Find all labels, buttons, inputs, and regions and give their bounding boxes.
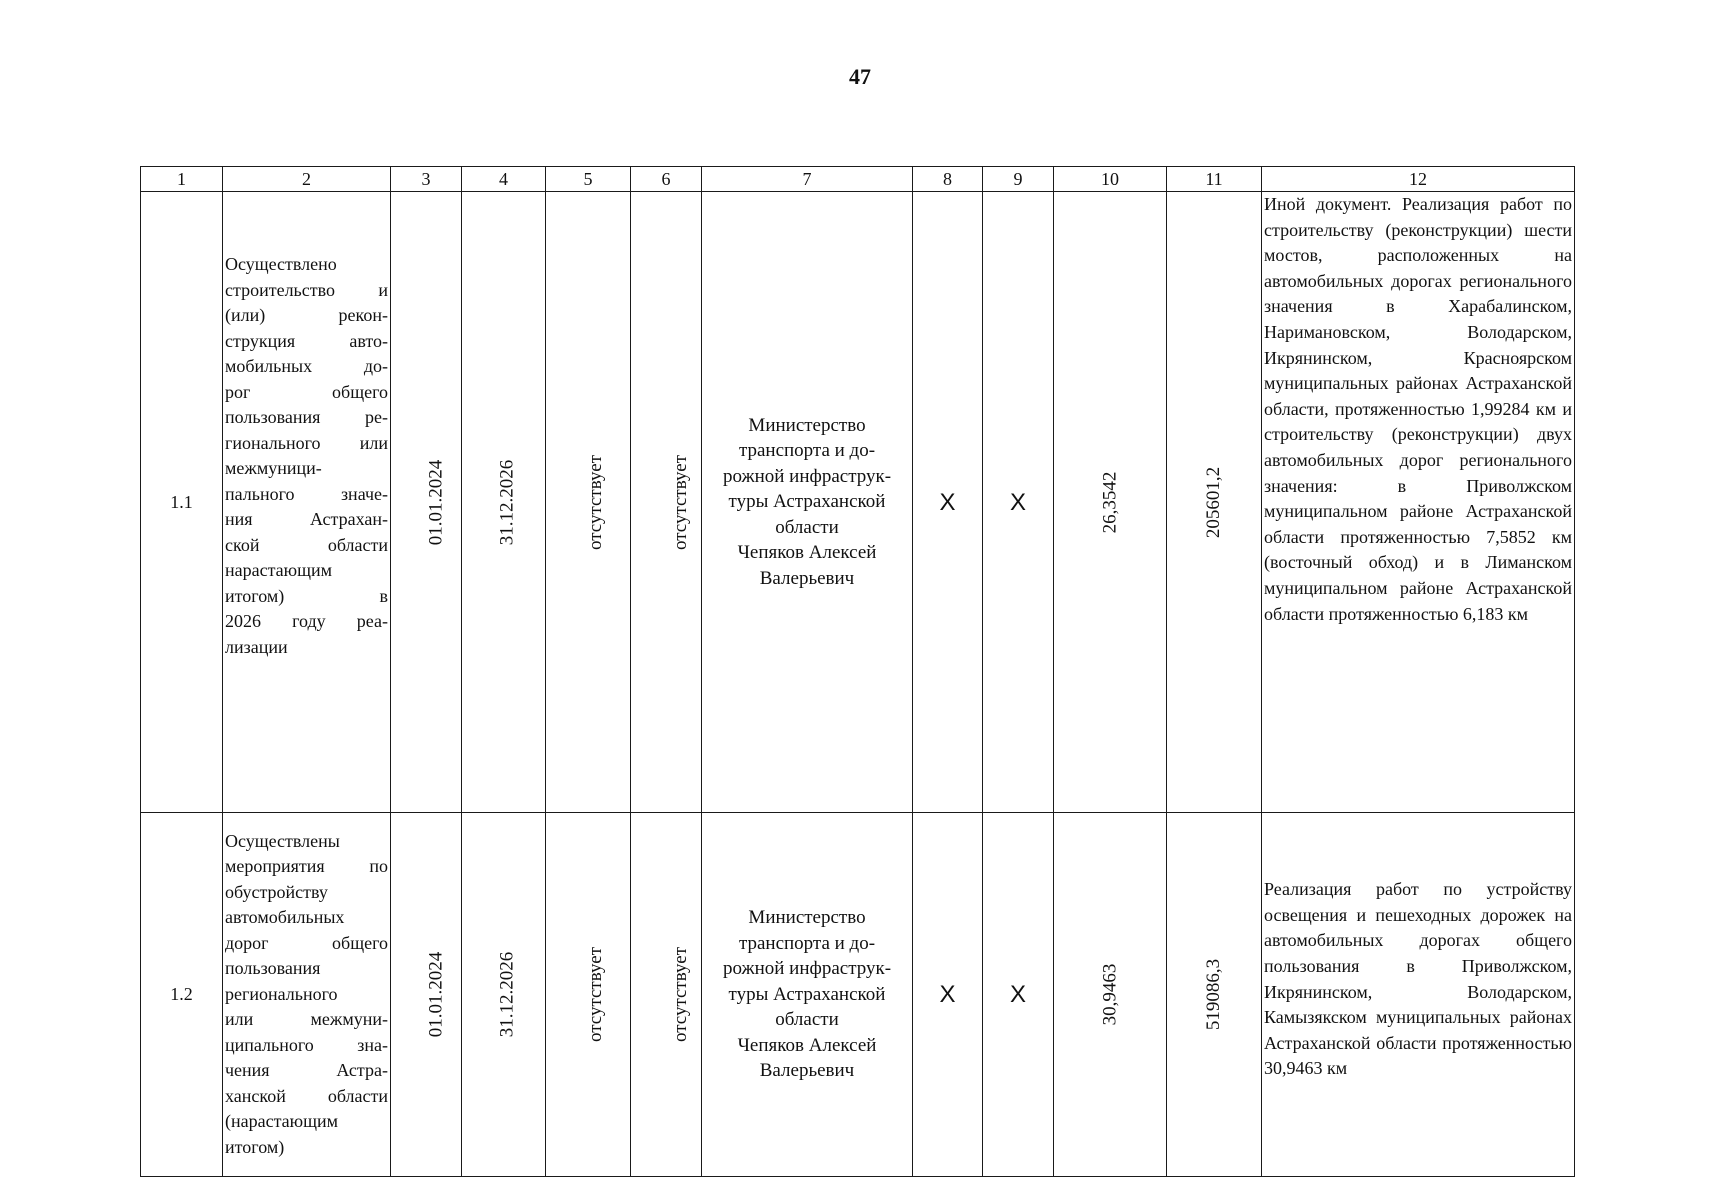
column-11-cell — [1167, 192, 1262, 813]
column-9-value: X — [983, 192, 1054, 813]
text-line: чения Астра- — [225, 1060, 388, 1081]
column-8-value: X — [913, 192, 983, 813]
text-line: Валерьевич — [759, 567, 855, 589]
column-5-value: отсутствует — [585, 454, 607, 550]
text-line: 2026 году реа- — [225, 611, 388, 631]
text-line: транспорта и до- — [738, 932, 876, 954]
column-header: 6 — [631, 167, 702, 192]
text-line: туры Астраханской — [728, 983, 886, 1005]
column-header: 3 — [391, 167, 462, 192]
column-11-cell — [1167, 813, 1262, 1177]
result-name — [223, 813, 391, 1177]
column-6-cell — [631, 192, 702, 813]
text-line: туры Астраханской — [728, 491, 886, 513]
text-line: мобильных до- — [225, 356, 388, 376]
column-header: 5 — [546, 167, 631, 192]
column-header: 10 — [1054, 167, 1167, 192]
text-line: ханской области — [225, 1085, 388, 1106]
column-5-cell — [546, 192, 631, 813]
text-line: строительство и — [225, 279, 388, 300]
text-line: итогом) в — [225, 585, 388, 606]
end-date: 31.12.2026 — [496, 459, 518, 545]
text-line: автомобильных — [225, 907, 345, 928]
text-line: (или) рекон- — [225, 305, 388, 325]
column-header: 1 — [141, 167, 223, 192]
text-line: струкция авто- — [225, 330, 388, 351]
text-line: Чепяков Алексей — [737, 542, 877, 564]
text-line: области — [775, 1009, 839, 1031]
text-line: рожной инфраструк- — [722, 465, 892, 487]
column-header: 8 — [913, 167, 983, 192]
column-6-value: отсутствует — [670, 946, 692, 1043]
end-date-cell — [462, 813, 546, 1177]
column-5-value: отсутствует — [585, 946, 607, 1043]
text-line: области — [775, 516, 839, 538]
column-header: 2 — [223, 167, 391, 192]
text-line: нарастающим — [225, 560, 333, 580]
text-line: (нарастающим — [225, 1111, 339, 1132]
column-header: 7 — [702, 167, 913, 192]
column-header: 12 — [1262, 167, 1575, 192]
text-line: Министерство — [748, 414, 866, 436]
text-line: ния Астрахан- — [225, 509, 388, 529]
column-header: 4 — [462, 167, 546, 192]
end-date: 31.12.2026 — [496, 951, 518, 1038]
text-line: ской области — [225, 534, 388, 555]
start-date-cell — [391, 192, 462, 813]
text-line: мероприятия по — [225, 856, 388, 877]
column-10-value: 26,3542 — [1099, 471, 1121, 533]
text-line: обустройству — [225, 881, 328, 902]
text-line: или межмуни- — [225, 1009, 388, 1030]
row-number: 1.2 — [141, 813, 223, 1177]
text-line: рог общего — [225, 381, 388, 402]
description: Иной документ. Реализация работ по строительству (реконструкции) шести мостов, расположенных на автомобильных дорогах регионального значения в Харабалинском, Наримановском, Володарском, Икрянинском, Красноярском муниципальных районах Астраханской области, протяженностью 1,99284 км и строительству (реконструкции) двух автомобильных дорог регионального значения: в Приволжском муниципальном районе Астраханской области протяженностью 7,5852 км (восточный обход) и в Лиманском муниципальном районе Астраханской области протяженностью 6,183 км — [1262, 192, 1575, 813]
table-row — [141, 192, 1575, 813]
responsible-cell — [702, 813, 913, 1177]
text-line: пального значе- — [225, 483, 388, 504]
column-header: 9 — [983, 167, 1054, 192]
text-line: Министерство — [748, 907, 866, 929]
text-line: пользования ре- — [225, 407, 388, 427]
row-number: 1.1 — [141, 192, 223, 813]
results-table — [140, 166, 1575, 1177]
column-11-value: 205601,2 — [1203, 466, 1225, 538]
column-10-value: 30,9463 — [1099, 963, 1121, 1026]
description: Реализация работ по устройству освещения и пешеходных дорожек на автомобильных дорогах общего пользования в Приволжском, Икрянинском, Володарском, Камызякском муниципальных районах Астраханской области протяженностью 30,9463 км — [1262, 813, 1575, 1177]
column-11-value: 519086,3 — [1203, 958, 1225, 1031]
text-line: Осуществлено — [225, 254, 337, 274]
responsible-cell — [702, 192, 913, 813]
page-number: 47 — [849, 64, 871, 89]
table-row — [141, 813, 1575, 1177]
text-line: Осуществлены — [225, 830, 340, 851]
text-line: рожной инфраструк- — [722, 958, 892, 980]
text-line: пользования — [225, 958, 321, 979]
text-line: межмуници- — [225, 458, 322, 478]
text-line: транспорта и до- — [738, 440, 876, 462]
start-date: 01.01.2024 — [425, 951, 447, 1038]
column-header: 11 — [1167, 167, 1262, 192]
end-date-cell — [462, 192, 546, 813]
column-9-value: X — [983, 813, 1054, 1177]
text-line: регионального — [225, 983, 338, 1004]
text-line: Валерьевич — [759, 1060, 855, 1082]
result-name — [223, 192, 391, 813]
column-number-row — [141, 167, 1575, 192]
text-line: лизации — [225, 636, 288, 657]
start-date: 01.01.2024 — [425, 459, 447, 545]
column-6-value: отсутствует — [670, 454, 692, 550]
start-date-cell — [391, 813, 462, 1177]
column-10-cell — [1054, 813, 1167, 1177]
column-6-cell — [631, 813, 702, 1177]
text-line: дорог общего — [225, 932, 388, 953]
column-10-cell — [1054, 192, 1167, 813]
column-8-value: X — [913, 813, 983, 1177]
text-line: гионального или — [225, 432, 388, 453]
text-line: Чепяков Алексей — [737, 1034, 877, 1056]
text-line: ципального зна- — [225, 1034, 388, 1055]
column-5-cell — [546, 813, 631, 1177]
text-line: итогом) — [225, 1136, 285, 1157]
